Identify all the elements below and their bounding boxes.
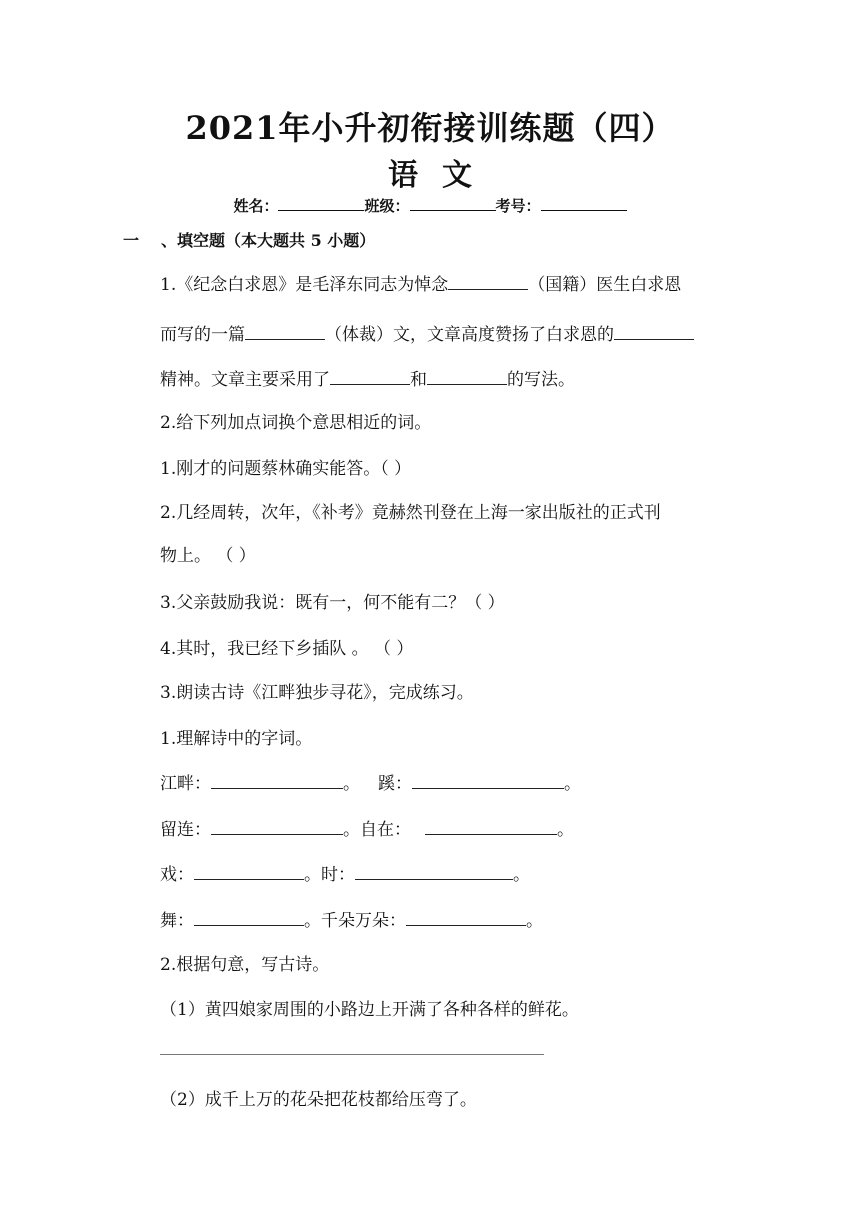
question-2-item-2b: 物上。 （ ） (160, 546, 256, 566)
blank-xi-play[interactable] (194, 865, 304, 880)
question-2-item-4: 4.其时，我已经下乡插队 。 （ ） (160, 639, 414, 659)
blank-qianduowanduo[interactable] (406, 911, 526, 926)
sentence-2: （2）成千上万的花朵把花枝都给压弯了。 (160, 1090, 477, 1110)
period: 。 (343, 820, 360, 840)
number-blank[interactable] (541, 196, 627, 211)
word-wu: 舞： (160, 911, 194, 931)
name-label: 姓名： (233, 197, 279, 215)
q1-text-d: （体裁）文，文章高度赞扬了白求恩的 (325, 325, 614, 345)
q1-text-c: 而写的一篇 (160, 325, 245, 345)
q1-text-e: 精神。文章主要采用了 (160, 370, 330, 390)
blank-zizai[interactable] (425, 820, 557, 835)
sentence-1: （1）黄四娘家周围的小路边上开满了各种各样的鲜花。 (160, 1000, 579, 1020)
class-blank[interactable] (410, 196, 496, 211)
student-info-line (0, 195, 860, 216)
q1-blank-1[interactable] (448, 275, 528, 290)
question-3-sub-2: 2.根据句意，写古诗。 (160, 955, 330, 975)
q1-text-g: 的写法。 (507, 370, 575, 390)
subject-title (0, 150, 860, 194)
word-row-4 (160, 906, 543, 931)
q1-blank-5[interactable] (427, 370, 507, 385)
period: 。 (304, 865, 321, 885)
q1-text-a: 1.《纪念白求恩》是毛泽东同志为悼念 (160, 275, 449, 295)
word-row-3 (160, 860, 530, 885)
q1-blank-2[interactable] (245, 325, 325, 340)
page-title: 2021年小升初衔接训练题（四） (185, 109, 675, 147)
blank-jiangpan[interactable] (211, 774, 343, 789)
word-shi: 时： (321, 865, 355, 885)
q1-text-f: 和 (410, 370, 427, 390)
question-2-item-1: 1.刚才的问题蔡林确实能答。（ ） (160, 459, 412, 479)
q1-blank-3[interactable] (614, 325, 694, 340)
blank-liulian[interactable] (211, 820, 343, 835)
blank-shi[interactable] (355, 865, 513, 880)
question-1-line-1 (160, 270, 681, 295)
section-title: 、填空题（本大题共 5 小题） (161, 231, 376, 250)
question-3-sub-1: 1.理解诗中的字词。 (160, 729, 313, 749)
word-row-1 (160, 769, 581, 794)
answer-line-1[interactable] (160, 1054, 544, 1055)
blank-wu[interactable] (194, 911, 304, 926)
q1-blank-4[interactable] (330, 370, 410, 385)
question-2-item-3: 3.父亲鼓励我说：既有一，何不能有二？（ ） (160, 593, 505, 613)
period: 。 (564, 774, 581, 794)
q1-text-b: （国籍）医生白求恩 (528, 275, 682, 295)
period: 。 (526, 911, 543, 931)
word-qianduowanduo: 千朵万朵： (321, 911, 406, 931)
question-2-stem: 2.给下列加点词换个意思相近的词。 (160, 413, 432, 433)
period: 。 (343, 774, 360, 794)
question-1-line-3 (160, 365, 575, 390)
word-xi-play: 戏： (160, 865, 194, 885)
subject-char-1: 语 (388, 158, 418, 193)
question-1-line-2 (160, 320, 694, 345)
blank-xi[interactable] (412, 774, 564, 789)
section-number: 一 (123, 231, 140, 250)
section-heading (123, 228, 375, 251)
word-liulian: 留连： (160, 820, 211, 840)
question-3-stem: 3.朗读古诗《江畔独步寻花》，完成练习。 (160, 683, 474, 703)
word-row-2 (160, 815, 574, 840)
period: 。 (304, 911, 321, 931)
name-blank[interactable] (278, 196, 364, 211)
word-zizai: 自在： (360, 820, 411, 840)
subject-char-2: 文 (442, 158, 472, 193)
class-label: 班级： (364, 197, 410, 215)
number-label: 考号： (495, 197, 541, 215)
word-jiangpan: 江畔： (160, 774, 211, 794)
period: 。 (513, 865, 530, 885)
period: 。 (557, 820, 574, 840)
word-xi: 蹊： (378, 774, 412, 794)
question-2-item-2a: 2.几经周转，次年，《补考》竟赫然刊登在上海一家出版社的正式刊 (160, 503, 661, 523)
